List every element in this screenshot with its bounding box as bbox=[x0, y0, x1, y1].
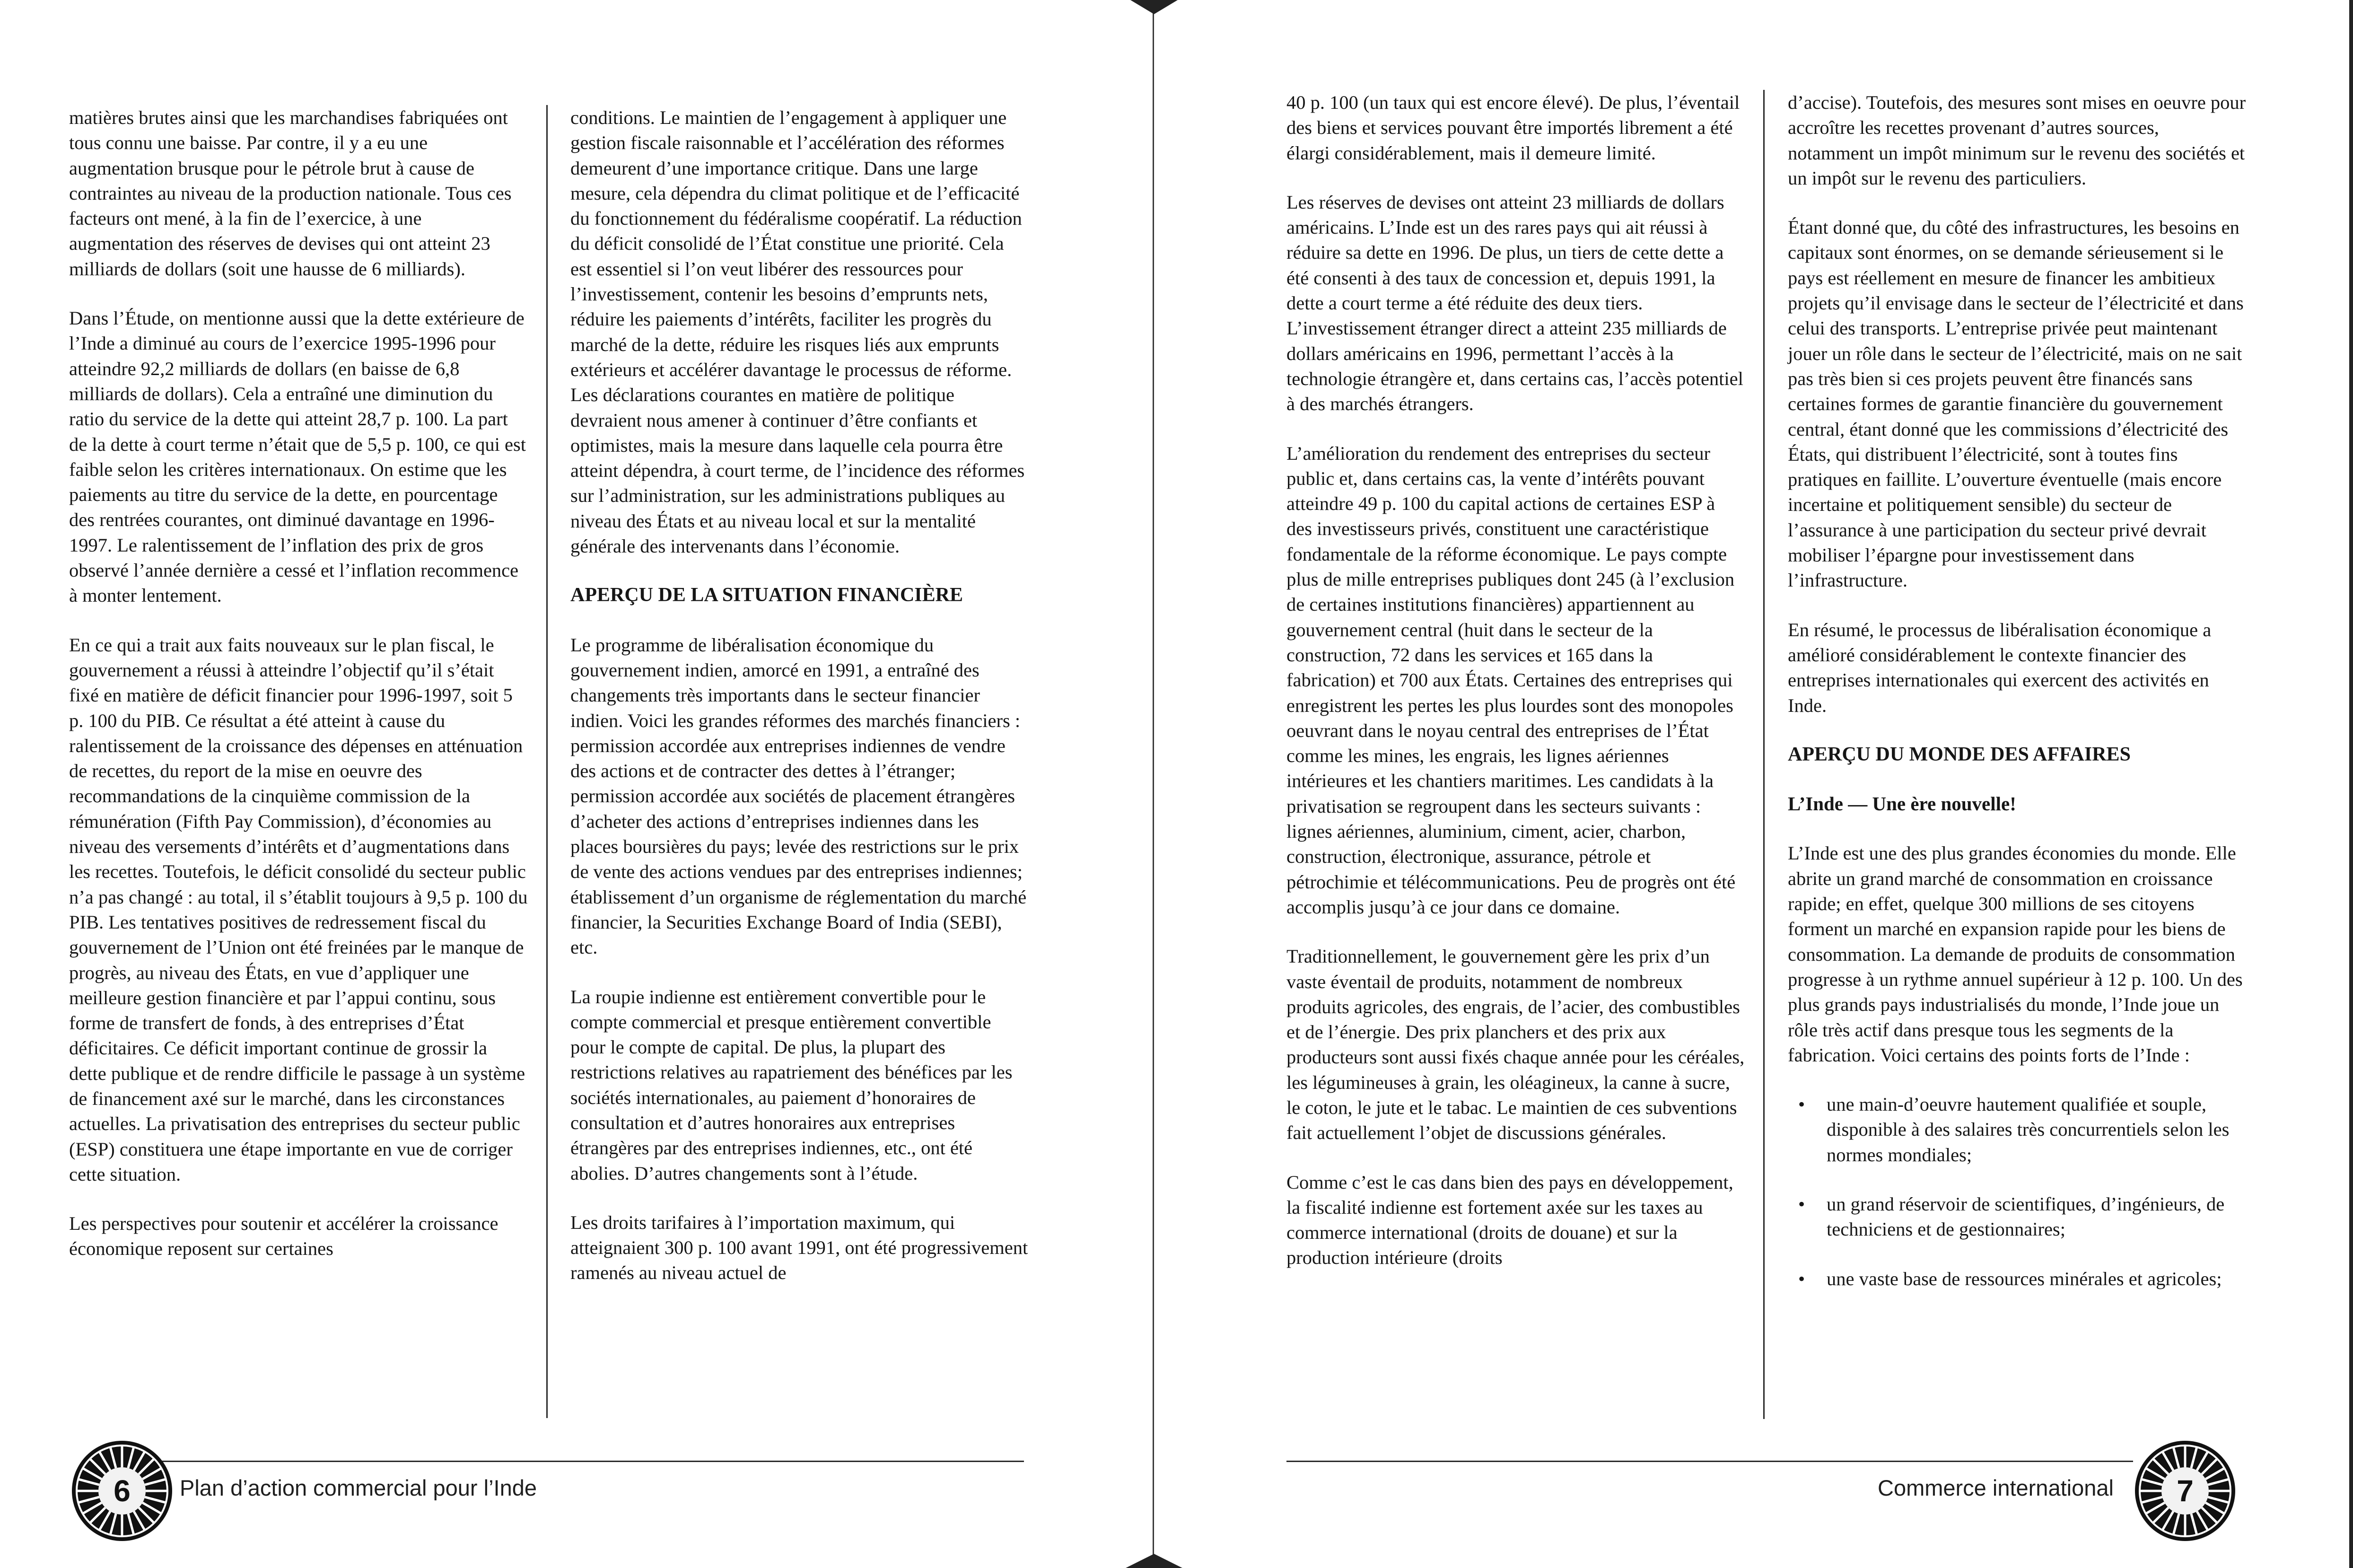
paragraph: Comme c’est le cas dans bien des pays en développement, la fiscalité indienne est fortement axée sur les taxes au commerce international (droits de douane) et sur la production intérieure (droits bbox=[1286, 1171, 1733, 1269]
left-page-column-1 bbox=[69, 105, 528, 1286]
section-heading: APERÇU DU MONDE DES AFFAIRES bbox=[1788, 743, 2131, 765]
bullet-icon: • bbox=[1798, 1268, 1805, 1289]
footer-title-right: Commerce international bbox=[1878, 1475, 2114, 1500]
list-item bbox=[1788, 1191, 2247, 1242]
column-divider bbox=[1763, 90, 1765, 1419]
strengths-list bbox=[1788, 1092, 2247, 1291]
paragraph: conditions. Le maintien de l’engagement à appliquer une gestion fiscale raisonnable et l’accélération des réformes demeurent d’une importance critique. Dans une large mesure, cela dépendra du climat politique et de l’efficacité du fonctionnement du fédéralisme coopératif. La réduction du déficit consolidé de l’État constitue une priorité. Cela est essentiel si l’on veut libérer des ressources pour l’investissement, contenir les besoins d’emprunts nets, réduire les paiements d’intérêts, faciliter les progrès du marché de la dette, réduire les risques liés aux emprunts extérieurs et accélérer davantage le processus de réforme. Les déclarations courantes en matière de politique devraient nous amener à continuer d’être confiants et optimistes, mais la mesure dans laquelle cela pourra être atteint dépendra, à court terme, de l’incidence des réformes sur l’administration, sur les administrations publiques au niveau des États et au niveau local et sur la mentalité générale des intervenants dans l’économie. bbox=[570, 107, 1025, 557]
paragraph: L’amélioration du rendement des entreprises du secteur public et, dans certains cas, la vente d’intérêts pouvant atteindre 49 p. 100 du capital actions de certaines ESP à des investisseurs privés, constituent une caractéristique fondamentale de la réforme économique. Le pays compte plus de mille entreprises publiques dont 245 (à l’exclusion de certaines institutions financières) appartiennent au gouvernement central (huit dans le secteur de la construction, 72 dans les services et 165 dans la fabrication) et 700 aux États. Certaines des entreprises qui enregistrent les pertes les plus lourdes sont des monopoles oeuvrant dans le noyau central des entreprises de l’État comme les mines, les engrais, les lignes aériennes intérieures et les chantiers maritimes. Les candidats à la privatisation se regroupent dans les secteurs suivants : lignes aériennes, aluminium, ciment, acier, charbon, construction, électronique, assurance, pétrole et pétrochimie et télécommunications. Peu de progrès ont été accomplis jusqu’à ce jour dans ce domaine. bbox=[1286, 442, 1736, 918]
page-gutter bbox=[1153, 0, 1154, 1568]
paragraph: matières brutes ainsi que les marchandises fabriquées ont tous connu une baisse. Par contre, il y a eu une augmentation brusque pour le pétrole brut à cause de contraintes au niveau de la production nationale. Tous ces facteurs ont mené, à la fin de l’exercice, à une augmentation des réserves de devises qui ont atteint 23 milliards de dollars (soit une hausse de 6 milliards). bbox=[69, 107, 512, 280]
paragraph: Les perspectives pour soutenir et accélérer la croissance économique reposent sur certaines bbox=[69, 1213, 499, 1260]
footer-title-left: Plan d’action commercial pour l’Inde bbox=[180, 1475, 537, 1500]
list-item-text: une vaste base de ressources minérales et agricoles; bbox=[1827, 1268, 2222, 1289]
paragraph: 40 p. 100 (un taux qui est encore élevé). De plus, l’éventail des biens et services pouvant être importés librement a été élargi considérablement, mais il demeure limité. bbox=[1286, 92, 1740, 164]
list-item-text: une main-d’oeuvre hautement qualifiée et souple, disponible à des salaires très concurrentiels selon les normes mondiales; bbox=[1827, 1094, 2230, 1165]
column-divider bbox=[546, 105, 548, 1418]
paragraph: Traditionnellement, le gouvernement gère les prix d’un vaste éventail de produits, notamment de nombreux produits agricoles, des engrais, de l’acier, des combustibles et de l’énergie. Des prix planchers et des prix aux producteurs sont aussi fixés chaque année pour les céréales, les légumineuses à grain, les oléagineux, la canne à sucre, le coton, le jute et le tabac. Le maintien de ces subventions fait actuellement l’objet de discussions générales. bbox=[1286, 946, 1745, 1144]
page-number: 6 bbox=[114, 1474, 131, 1508]
page-number-wheel-right bbox=[2133, 1439, 2237, 1543]
paragraph: Dans l’Étude, on mentionne aussi que la dette extérieure de l’Inde a diminué au cours de l’exercice 1995-1996 pour atteindre 92,2 milliards de dollars (en baisse de 6,8 milliards de dollars). Cela a entraîné une diminution du ratio du service de la dette qui atteint 28,7 p. 100. La part de la dette à court terme n’était que de 5,5 p. 100, ce qui est faible selon les critères internationaux. On estime que les paiements au titre du service de la dette, en pourcentage des rentrées courantes, ont diminué davantage en 1996-1997. Le ralentissement de l’inflation des prix de gros observé l’année dernière a cessé et l’inflation recommence à monter lentement. bbox=[69, 307, 526, 606]
footer-rule bbox=[1286, 1461, 2133, 1462]
paragraph: En ce qui a trait aux faits nouveaux sur le plan fiscal, le gouvernement a réussi à atteindre l’objectif qu’il s’était fixé en matière de déficit financier pour 1996-1997, soit 5 p. 100 du PIB. Ce résultat a été atteint à cause du ralentissement de la croissance des dépenses en atténuation de recettes, du report de la mise en oeuvre des recommandations de la cinquième commission de la rémunération (Fifth Pay Commission), d’économies au niveau des versements d’intérêts et d’augmentations dans les recettes. Toutefois, le déficit consolidé du secteur public n’a pas changé : au total, il s’établit toujours à 9,5 p. 100 du PIB. Les tentatives positives de redressement fiscal du gouvernement de l’Union ont été freinées par le manque de progrès, au niveau des États, en vue d’appliquer une meilleure gestion financière et par l’appui continu, sous forme de transfert de fonds, à des entreprises d’État déficitaires. Ce déficit important continue de grossir la dette publique et de rendre difficile le passage à un système de financement axé sur le marché, dans les circonstances actuelles. La privatisation des entreprises du secteur public (ESP) constituera une étape importante en vue de corriger cette situation. bbox=[69, 634, 528, 1185]
subheading: L’Inde — Une ère nouvelle! bbox=[1788, 793, 2016, 815]
paragraph: Les droits tarifaires à l’importation maximum, qui atteignaient 300 p. 100 avant 1991, ont été progressivement ramenés au niveau actuel de bbox=[570, 1211, 1028, 1284]
bullet-icon: • bbox=[1798, 1193, 1805, 1215]
section-heading: APERÇU DE LA SITUATION FINANCIÈRE bbox=[570, 584, 963, 606]
bullet-icon: • bbox=[1798, 1094, 1805, 1115]
list-item bbox=[1788, 1266, 2247, 1291]
list-item bbox=[1788, 1092, 2247, 1167]
paragraph: Les réserves de devises ont atteint 23 milliards de dollars américains. L’Inde est un des rares pays qui ait réussi à réduire sa dette en 1996. De plus, un tiers de cette dette a été consenti à des taux de concession et, depuis 1991, la dette a court terme a été réduite des deux tiers. L’investissement étranger direct a atteint 235 milliards de dollars américains en 1996, permettant l’accès à la technologie étrangère et, dans certains cas, l’accès potentiel à des marchés étrangers. bbox=[1286, 191, 1743, 415]
footer-rule bbox=[161, 1461, 1024, 1462]
page-edge bbox=[2349, 0, 2353, 1568]
paragraph: L’Inde est une des plus grandes économies du monde. Elle abrite un grand marché de consommation en croissance rapide; en effet, quelque 300 millions de ses citoyens forment un marché en expansion rapide pour les biens de consommation. La demande de produits de consommation progresse à un rythme annuel supérieur à 12 p. 100. Un des plus grands pays industrialisés du monde, l’Inde joue un rôle très actif dans presque tous les segments de la fabrication. Voici certains des points forts de l’Inde : bbox=[1788, 842, 2243, 1066]
paragraph: Le programme de libéralisation économique du gouvernement indien, amorcé en 1991, a entraîné des changements très importants dans le secteur financier indien. Voici les grandes réformes des marchés financiers : permission accordée aux entreprises indiennes de vendre des actions et de contracter des dettes à l’étranger; permission accordée aux sociétés de placement étrangères d’acheter des actions d’entreprises indiennes dans les places boursières du pays; levée des restrictions sur le prix de vente des actions vendues par des entreprises indiennes; établissement d’un organisme de réglementation du marché financier, la Securities Exchange Board of India (SEBI), etc. bbox=[570, 634, 1027, 958]
paragraph: La roupie indienne est entièrement convertible pour le compte commercial et presque entièrement convertible pour le compte de capital. De plus, la plupart des restrictions relatives au rapatriement des bénéfices par les sociétés internationales, au paiement d’honoraires de consultation et d’autres honoraires aux entreprises étrangères par des entreprises indiennes, etc., ont été abolies. D’autres changements sont à l’étude. bbox=[570, 986, 1013, 1184]
page-number-wheel-left bbox=[70, 1439, 174, 1543]
right-page-column-2 bbox=[1788, 90, 2247, 1315]
paragraph: Étant donné que, du côté des infrastructures, les besoins en capitaux sont énormes, on se demande sérieusement si le pays est réellement en mesure de financer les ambitieux projets qu’il envisage dans le secteur de l’électricité et dans celui des transports. L’entreprise privée peut maintenant jouer un rôle dans le secteur de l’électricité, mais on ne sait pas très bien si ces projets peuvent être financés sans certaines formes de garantie financière du gouvernement central, étant donné que les commissions d’électricité des États, qui distribuent l’électricité, sont à toutes fins pratiques en faillite. L’ouverture éventuelle (mais encore incertaine et politiquement sensible) du secteur de l’assurance à une participation du secteur privé devrait mobiliser l’épargne pour investissement dans l’infrastructure. bbox=[1788, 217, 2244, 591]
page-number: 7 bbox=[2177, 1474, 2194, 1508]
gutter-notch-top bbox=[1130, 0, 1178, 19]
paragraph: En résumé, le processus de libéralisation économique a amélioré considérablement le contexte financier des entreprises internationales qui exercent des activités en Inde. bbox=[1788, 619, 2212, 716]
gutter-notch-bottom bbox=[1126, 1554, 1182, 1568]
left-page-column-2 bbox=[570, 105, 1029, 1310]
list-item-text: un grand réservoir de scientifiques, d’ingénieurs, de techniciens et de gestionnaires; bbox=[1827, 1193, 2225, 1240]
paragraph: d’accise). Toutefois, des mesures sont mises en oeuvre pour accroître les recettes provenant d’autres sources, notamment un impôt minimum sur le revenu des sociétés et un impôt sur le revenu des particuliers. bbox=[1788, 92, 2246, 189]
right-page-column-1 bbox=[1286, 90, 1745, 1295]
